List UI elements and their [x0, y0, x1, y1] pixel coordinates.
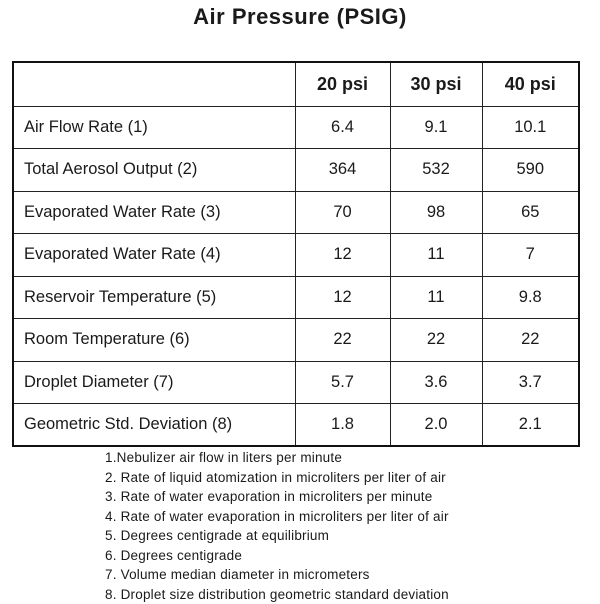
column-header: 20 psi: [295, 62, 390, 106]
row-label: Geometric Std. Deviation (8): [13, 404, 295, 447]
column-header: 40 psi: [482, 62, 579, 106]
data-table: [12, 61, 580, 447]
table-cell: 3.7: [482, 361, 579, 404]
table-cell: 12: [295, 276, 390, 319]
table-cell: 7: [482, 234, 579, 277]
row-label: Evaporated Water Rate (4): [13, 234, 295, 277]
row-label: Reservoir Temperature (5): [13, 276, 295, 319]
column-header: [13, 62, 295, 106]
footnotes: [105, 448, 449, 604]
table-cell: 5.7: [295, 361, 390, 404]
page-title: Air Pressure (PSIG): [0, 4, 600, 30]
row-label: Evaporated Water Rate (3): [13, 191, 295, 234]
table-cell: 532: [390, 149, 482, 192]
table-row: [13, 234, 579, 277]
footnote: 5. Degrees centigrade at equilibrium: [105, 526, 449, 546]
table-cell: 590: [482, 149, 579, 192]
table-cell: 11: [390, 234, 482, 277]
footnote: 7. Volume median diameter in micrometers: [105, 565, 449, 585]
table-row: [13, 404, 579, 447]
footnote: 3. Rate of water evaporation in microliters per minute: [105, 487, 449, 507]
table-cell: 9.1: [390, 106, 482, 149]
table-header-row: [13, 62, 579, 106]
table-cell: 10.1: [482, 106, 579, 149]
footnote: 8. Droplet size distribution geometric standard deviation: [105, 585, 449, 604]
table-cell: 22: [295, 319, 390, 362]
row-label: Droplet Diameter (7): [13, 361, 295, 404]
footnote: 2. Rate of liquid atomization in microliters per liter of air: [105, 468, 449, 488]
table-cell: 98: [390, 191, 482, 234]
table-cell: 1.8: [295, 404, 390, 447]
table-row: [13, 106, 579, 149]
table-cell: 2.1: [482, 404, 579, 447]
row-label: Room Temperature (6): [13, 319, 295, 362]
table-row: [13, 361, 579, 404]
column-header: 30 psi: [390, 62, 482, 106]
table-cell: 364: [295, 149, 390, 192]
footnote: 4. Rate of water evaporation in microliters per liter of air: [105, 507, 449, 527]
table-cell: 22: [482, 319, 579, 362]
row-label: Total Aerosol Output (2): [13, 149, 295, 192]
table-cell: 3.6: [390, 361, 482, 404]
table-row: [13, 276, 579, 319]
table-cell: 6.4: [295, 106, 390, 149]
table-cell: 70: [295, 191, 390, 234]
table-cell: 12: [295, 234, 390, 277]
table-row: [13, 319, 579, 362]
table-cell: 2.0: [390, 404, 482, 447]
table-cell: 22: [390, 319, 482, 362]
footnote: 1.Nebulizer air flow in liters per minute: [105, 448, 449, 468]
footnote: 6. Degrees centigrade: [105, 546, 449, 566]
row-label: Air Flow Rate (1): [13, 106, 295, 149]
table-cell: 65: [482, 191, 579, 234]
table-row: [13, 149, 579, 192]
table-row: [13, 191, 579, 234]
table-cell: 9.8: [482, 276, 579, 319]
table-cell: 11: [390, 276, 482, 319]
